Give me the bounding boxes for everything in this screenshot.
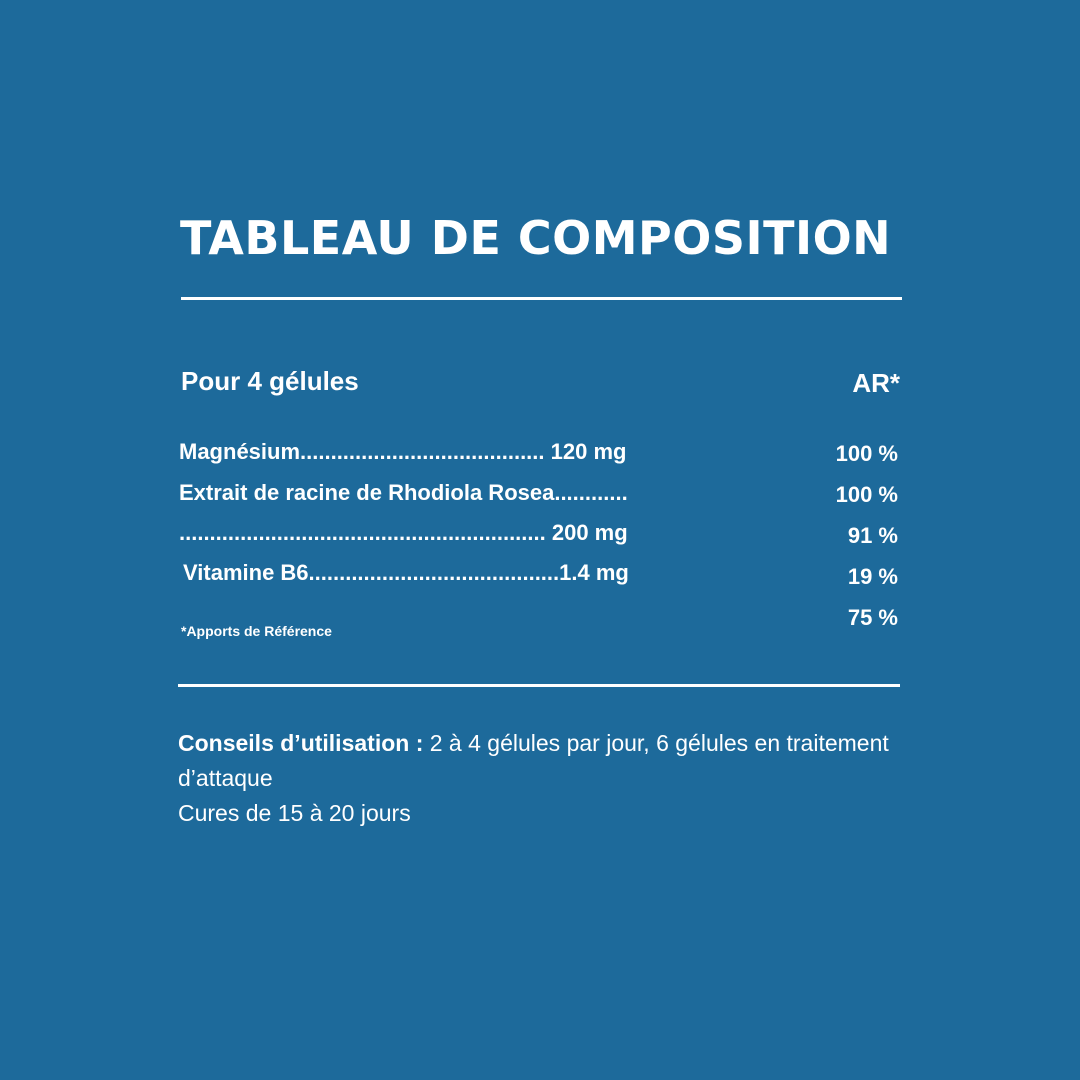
- reference-footnote: *Apports de Référence: [181, 623, 332, 639]
- usage-label: Conseils d’utilisation :: [178, 730, 424, 756]
- page-title: TABLEAU DE COMPOSITION: [180, 211, 892, 265]
- ar-value-5: 75 %: [847, 605, 898, 630]
- ingredient-line-rhodiola: Extrait de racine de Rhodiola Rosea............: [179, 480, 628, 505]
- ingredient-line-vitamin-b6: Vitamine B6.........................................1.4 mg: [183, 560, 629, 585]
- ar-value-2: 100 %: [835, 482, 898, 507]
- per-capsules-header: Pour 4 gélules: [181, 366, 359, 396]
- ar-value-1: 100 %: [835, 441, 898, 466]
- ar-value-3: 91 %: [847, 523, 898, 548]
- ingredient-line-magnesium: Magnésium........................................ 120 mg: [179, 439, 627, 464]
- usage-text: 2 à 4 gélules par jour, 6 gélules en traitement d’attaque: [178, 730, 889, 791]
- ar-value-4: 19 %: [847, 564, 898, 589]
- usage-advice: [178, 726, 898, 831]
- divider-bottom: [178, 684, 900, 687]
- ar-header: AR*: [852, 368, 900, 398]
- usage-duration: Cures de 15 à 20 jours: [178, 800, 411, 826]
- ingredient-line-rhodiola-amount: ............................................................ 200 mg: [179, 520, 628, 545]
- divider-top: [181, 297, 902, 300]
